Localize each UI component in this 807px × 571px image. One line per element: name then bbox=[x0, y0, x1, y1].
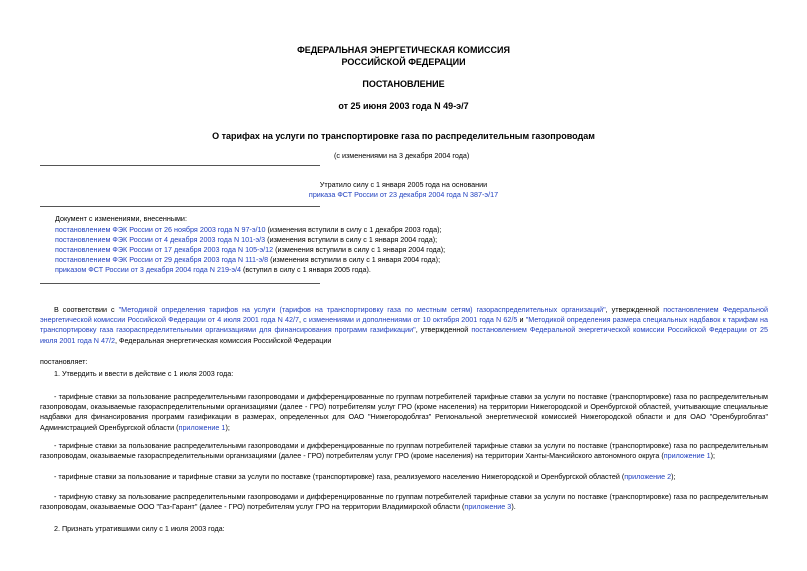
preamble-text: , утвержденной bbox=[415, 325, 472, 335]
change-link[interactable]: постановлением ФЭК России от 29 декабря 2003 года N 111-э/8 bbox=[55, 255, 269, 264]
change-item bbox=[55, 235, 755, 245]
bullet-1 bbox=[40, 392, 768, 433]
change-note: (изменения вступили в силу с 1 января 2004 года); bbox=[273, 245, 446, 254]
bullet-3 bbox=[40, 472, 768, 482]
bullet-end: ); bbox=[671, 472, 676, 481]
resolves-label: постановляет: bbox=[40, 357, 88, 366]
change-item bbox=[55, 265, 755, 275]
bullet-end: ); bbox=[710, 451, 716, 461]
methodology-link[interactable]: "Методикой определения тарифов на услуги (тарифов на транспортировку газа по местным сетям) газораспределительных организаций" bbox=[118, 305, 606, 314]
change-item bbox=[55, 225, 755, 235]
appendix-link[interactable]: приложение 2 bbox=[624, 472, 672, 481]
preamble-text: , утвержденной bbox=[605, 305, 664, 314]
change-note: (вступил в силу с 1 января 2005 года). bbox=[241, 265, 371, 274]
change-note: (изменения вступили в силу с 1 января 2004 года); bbox=[265, 235, 438, 244]
amendments-link[interactable]: с изменениями и дополнениями от 10 октября 2001 года N 62/5 bbox=[303, 315, 518, 325]
doc-date: от 25 июня 2003 года N 49-э/7 bbox=[338, 101, 469, 111]
preamble-text: В соответствии с bbox=[54, 305, 119, 314]
doc-type: ПОСТАНОВЛЕНИЕ bbox=[362, 79, 445, 89]
change-link[interactable]: приказом ФСТ России от 3 декабря 2004 года N 219-э/4 bbox=[55, 265, 242, 274]
preamble-text: , bbox=[298, 315, 304, 325]
bullet-4 bbox=[40, 492, 768, 512]
item-2: 2. Признать утратившими силу с 1 июля 2003 года: bbox=[54, 524, 225, 533]
change-link[interactable]: постановлением ФЭК России от 4 декабря 2003 года N 101-э/3 bbox=[55, 235, 266, 244]
changes-list bbox=[55, 225, 755, 275]
expired-note: Утратило силу с 1 января 2005 года на основании bbox=[319, 180, 488, 189]
change-item bbox=[55, 255, 755, 265]
appendix-link[interactable]: приложение 1 bbox=[663, 451, 711, 461]
fek-resolution-link-2[interactable]: постановлением Федеральной энергетической комиссии Российской Федерации от 25 июля 2001 года N 47/2 bbox=[40, 325, 768, 345]
changes-heading: Документ с изменениями, внесенными: bbox=[55, 214, 187, 223]
divider bbox=[40, 165, 320, 166]
org-name-line2: РОССИЙСКОЙ ФЕДЕРАЦИИ bbox=[341, 57, 466, 67]
change-link[interactable]: постановлением ФЭК России от 26 ноября 2003 года N 97-э/10 bbox=[55, 225, 266, 234]
bullet-end: ). bbox=[511, 502, 516, 512]
change-note: (изменения вступили в силу с 1 декабря 2003 года); bbox=[265, 225, 442, 234]
bullet-text: - тарифные ставки за пользование распределительными газопроводами и дифференцированные по группам потребителей тарифные ставки за услуги по поставке (транспортировке) газа по распределительным газопроводам, оказываемые газораспределительными организациями (далее - ГРО) потребителям услуг ГРО (кроме населения) на территории Нижегородской и Оренбургской областей, учитывающие специальные надбавки для финансирования программ газификации в размерах, определенных для ОАО "Нижегородоблгаз" Региональной энергетической комиссией Нижегородской области и для ОАО "Оренбургоблгаз" Администрацией Оренбургской области ( bbox=[40, 392, 768, 432]
expired-order-link[interactable]: приказа ФСТ России от 23 декабря 2004 года N 387-э/17 bbox=[308, 190, 499, 199]
fek-resolution-link[interactable]: постановлением Федеральной энергетической комиссии Российской Федерации от 4 июля 2001 года N 42/7 bbox=[40, 305, 769, 325]
divider bbox=[40, 206, 320, 207]
change-note: (изменения вступили в силу с 1 января 2004 года); bbox=[268, 255, 441, 264]
preamble-text: и bbox=[517, 315, 526, 325]
item-1: 1. Утвердить и ввести в действие с 1 июля 2003 года: bbox=[54, 369, 234, 378]
appendix-link[interactable]: приложение 3 bbox=[464, 502, 512, 512]
change-item bbox=[55, 245, 755, 255]
bullet-text: - тарифные ставки за пользование распределительными газопроводами и дифференцированные по группам потребителей тарифные ставки за услуги по поставке (транспортировке) газа по распределительным газопроводам, оказываемые газораспределительными организациями (далее - ГРО) потребителям услуг ГРО (кроме населения) на территории Ханты-Мансийского автономного округа ( bbox=[40, 441, 768, 461]
bullet-text: - тарифные ставки за пользование и тарифные ставки за услуги по поставке (транспортировке) газа, реализуемого населению Нижегородской и Оренбургской областей ( bbox=[54, 472, 625, 481]
bullet-2 bbox=[40, 441, 768, 461]
appendix-link[interactable]: приложение 1 bbox=[178, 422, 226, 432]
bullet-end: ); bbox=[225, 422, 230, 432]
amendment-note: (с изменениями на 3 декабря 2004 года) bbox=[334, 151, 470, 160]
preamble-paragraph bbox=[40, 305, 768, 346]
preamble-text: , Федеральная энергетическая комиссия Российской Федерации bbox=[114, 335, 332, 345]
doc-title: О тарифах на услуги по транспортировке газа по распределительным газопроводам bbox=[212, 131, 595, 141]
org-name-line1: ФЕДЕРАЛЬНАЯ ЭНЕРГЕТИЧЕСКАЯ КОМИССИЯ bbox=[297, 45, 510, 55]
bullet-text: - тарифную ставку за пользование распределительными газопроводами и дифференцированные по группам потребителей тарифные ставки за услуги по поставке (транспортировке) газа по распределительным газопроводам, оказываемые ООО "Газ-Гарант" (далее - ГРО) потребителям услуг ГРО на территории Владимирской области ( bbox=[40, 492, 768, 512]
surcharge-methodology-link[interactable]: "Методикой определения размера специальных надбавок к тарифам на транспортировку газа газораспределительными организациями для финансирования программ газификации" bbox=[40, 315, 768, 335]
change-link[interactable]: постановлением ФЭК России от 17 декабря 2003 года N 105-э/12 bbox=[55, 245, 274, 254]
divider bbox=[40, 283, 320, 284]
